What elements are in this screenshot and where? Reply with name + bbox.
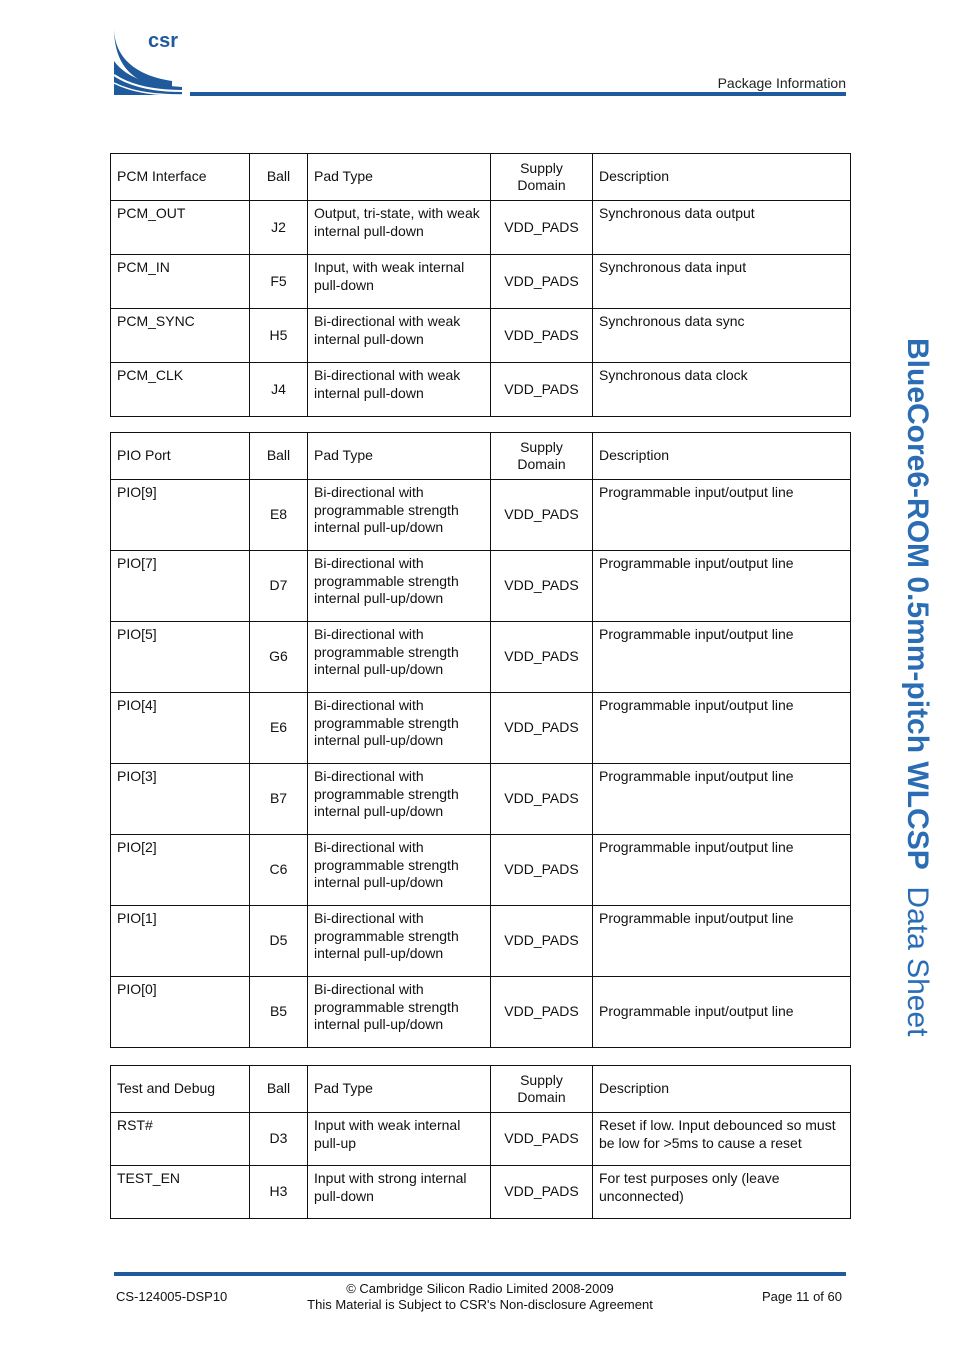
- copyright-text: © Cambridge Silicon Radio Limited 2008-2009: [346, 1281, 614, 1296]
- section-title: Package Information: [717, 75, 846, 91]
- pad-type-cell: Bi-directional with programmable strength internal pull-up/down: [308, 622, 491, 693]
- side-title-normal: Data Sheet: [901, 886, 934, 1037]
- pad-type-cell: Input, with weak internal pull-down: [308, 255, 491, 309]
- table-row: [111, 363, 851, 417]
- pcm-interface-table: [110, 153, 851, 417]
- ball-cell: C6: [250, 835, 308, 906]
- supply-domain-cell: VDD_PADS: [491, 363, 593, 417]
- ball-cell: B5: [250, 977, 308, 1048]
- ball-cell: E8: [250, 480, 308, 551]
- supply-domain-cell: VDD_PADS: [491, 622, 593, 693]
- pad-type-cell: Bi-directional with weak internal pull-down: [308, 309, 491, 363]
- column-header: Description: [593, 433, 851, 480]
- description-cell: Programmable input/output line: [593, 693, 851, 764]
- pin-name-cell: RST#: [111, 1113, 250, 1166]
- pin-name-cell: PCM_IN: [111, 255, 250, 309]
- ball-cell: J4: [250, 363, 308, 417]
- table-row: [111, 201, 851, 255]
- pin-name-cell: PIO[9]: [111, 480, 250, 551]
- column-header: Ball: [250, 1066, 308, 1113]
- column-header: Pad Type: [308, 154, 491, 201]
- pad-type-cell: Bi-directional with programmable strength internal pull-up/down: [308, 551, 491, 622]
- pin-name-cell: PCM_CLK: [111, 363, 250, 417]
- supply-domain-cell: VDD_PADS: [491, 309, 593, 363]
- pin-name-cell: PIO[5]: [111, 622, 250, 693]
- nda-text: This Material is Subject to CSR's Non-disclosure Agreement: [307, 1297, 653, 1312]
- supply-domain-cell: VDD_PADS: [491, 1113, 593, 1166]
- description-cell: Programmable input/output line: [593, 906, 851, 977]
- table-row: [111, 977, 851, 1048]
- pin-name-cell: TEST_EN: [111, 1166, 250, 1219]
- ball-cell: F5: [250, 255, 308, 309]
- logo-text: csr: [148, 30, 179, 52]
- pin-name-cell: PIO[4]: [111, 693, 250, 764]
- column-header: PCM Interface: [111, 154, 250, 201]
- ball-cell: B7: [250, 764, 308, 835]
- footer-copyright: [280, 1281, 680, 1313]
- document-side-title: [895, 338, 939, 1037]
- pad-type-cell: Input with weak internal pull-up: [308, 1113, 491, 1166]
- pad-type-cell: Bi-directional with programmable strength internal pull-up/down: [308, 480, 491, 551]
- description-cell: Programmable input/output line: [593, 835, 851, 906]
- table-row: [111, 693, 851, 764]
- description-cell: Programmable input/output line: [593, 480, 851, 551]
- supply-domain-cell: VDD_PADS: [491, 835, 593, 906]
- description-cell: Programmable input/output line: [593, 977, 851, 1048]
- description-cell: Programmable input/output line: [593, 622, 851, 693]
- description-cell: Reset if low. Input debounced so must be low for >5ms to cause a reset: [593, 1113, 851, 1166]
- ball-cell: J2: [250, 201, 308, 255]
- table-header-row: [111, 1066, 851, 1113]
- pin-name-cell: PIO[0]: [111, 977, 250, 1048]
- header-divider: [190, 92, 846, 96]
- ball-cell: H5: [250, 309, 308, 363]
- document-id: CS-124005-DSP10: [116, 1289, 228, 1304]
- table-header-row: [111, 154, 851, 201]
- pin-name-cell: PCM_OUT: [111, 201, 250, 255]
- column-header: Ball: [250, 433, 308, 480]
- pad-type-cell: Bi-directional with programmable strength internal pull-up/down: [308, 693, 491, 764]
- column-header: Test and Debug: [111, 1066, 250, 1113]
- column-header: Pad Type: [308, 1066, 491, 1113]
- supply-domain-cell: VDD_PADS: [491, 255, 593, 309]
- table-row: [111, 480, 851, 551]
- table-header-row: [111, 433, 851, 480]
- pad-type-cell: Bi-directional with programmable strength internal pull-up/down: [308, 764, 491, 835]
- ball-cell: G6: [250, 622, 308, 693]
- pin-name-cell: PIO[2]: [111, 835, 250, 906]
- page-number: Page 11 of 60: [762, 1289, 842, 1304]
- column-header: Description: [593, 154, 851, 201]
- pad-type-cell: Bi-directional with programmable strength internal pull-up/down: [308, 835, 491, 906]
- supply-domain-cell: VDD_PADS: [491, 1166, 593, 1219]
- supply-domain-cell: VDD_PADS: [491, 693, 593, 764]
- csr-logo: [112, 25, 188, 97]
- table-row: [111, 1166, 851, 1219]
- supply-domain-cell: VDD_PADS: [491, 764, 593, 835]
- column-header: Pad Type: [308, 433, 491, 480]
- pad-type-cell: Bi-directional with programmable strength internal pull-up/down: [308, 906, 491, 977]
- description-cell: Synchronous data output: [593, 201, 851, 255]
- footer-divider: [114, 1272, 846, 1276]
- pin-name-cell: PIO[1]: [111, 906, 250, 977]
- table-row: [111, 906, 851, 977]
- ball-cell: D5: [250, 906, 308, 977]
- column-header: Supply Domain: [491, 1066, 593, 1113]
- supply-domain-cell: VDD_PADS: [491, 551, 593, 622]
- test-debug-table: [110, 1065, 851, 1219]
- supply-domain-cell: VDD_PADS: [491, 201, 593, 255]
- pio-port-table: [110, 432, 851, 1048]
- pad-type-cell: Input with strong internal pull-down: [308, 1166, 491, 1219]
- column-header: Supply Domain: [491, 433, 593, 480]
- table-row: [111, 622, 851, 693]
- ball-cell: D3: [250, 1113, 308, 1166]
- description-cell: Programmable input/output line: [593, 764, 851, 835]
- table-row: [111, 835, 851, 906]
- pin-name-cell: PCM_SYNC: [111, 309, 250, 363]
- supply-domain-cell: VDD_PADS: [491, 906, 593, 977]
- description-cell: Synchronous data input: [593, 255, 851, 309]
- pin-name-cell: PIO[3]: [111, 764, 250, 835]
- pad-type-cell: Bi-directional with weak internal pull-down: [308, 363, 491, 417]
- pad-type-cell: Bi-directional with programmable strength internal pull-up/down: [308, 977, 491, 1048]
- description-cell: Programmable input/output line: [593, 551, 851, 622]
- table-row: [111, 309, 851, 363]
- table-row: [111, 1113, 851, 1166]
- supply-domain-cell: VDD_PADS: [491, 480, 593, 551]
- column-header: PIO Port: [111, 433, 250, 480]
- supply-domain-cell: VDD_PADS: [491, 977, 593, 1048]
- column-header: Ball: [250, 154, 308, 201]
- ball-cell: E6: [250, 693, 308, 764]
- description-cell: For test purposes only (leave unconnected): [593, 1166, 851, 1219]
- table-row: [111, 764, 851, 835]
- table-row: [111, 551, 851, 622]
- description-cell: Synchronous data sync: [593, 309, 851, 363]
- side-title-bold: BlueCore6-ROM 0.5mm-pitch WLCSP: [901, 338, 934, 870]
- description-cell: Synchronous data clock: [593, 363, 851, 417]
- column-header: Description: [593, 1066, 851, 1113]
- column-header: Supply Domain: [491, 154, 593, 201]
- table-row: [111, 255, 851, 309]
- ball-cell: D7: [250, 551, 308, 622]
- ball-cell: H3: [250, 1166, 308, 1219]
- pin-name-cell: PIO[7]: [111, 551, 250, 622]
- pad-type-cell: Output, tri-state, with weak internal pull-down: [308, 201, 491, 255]
